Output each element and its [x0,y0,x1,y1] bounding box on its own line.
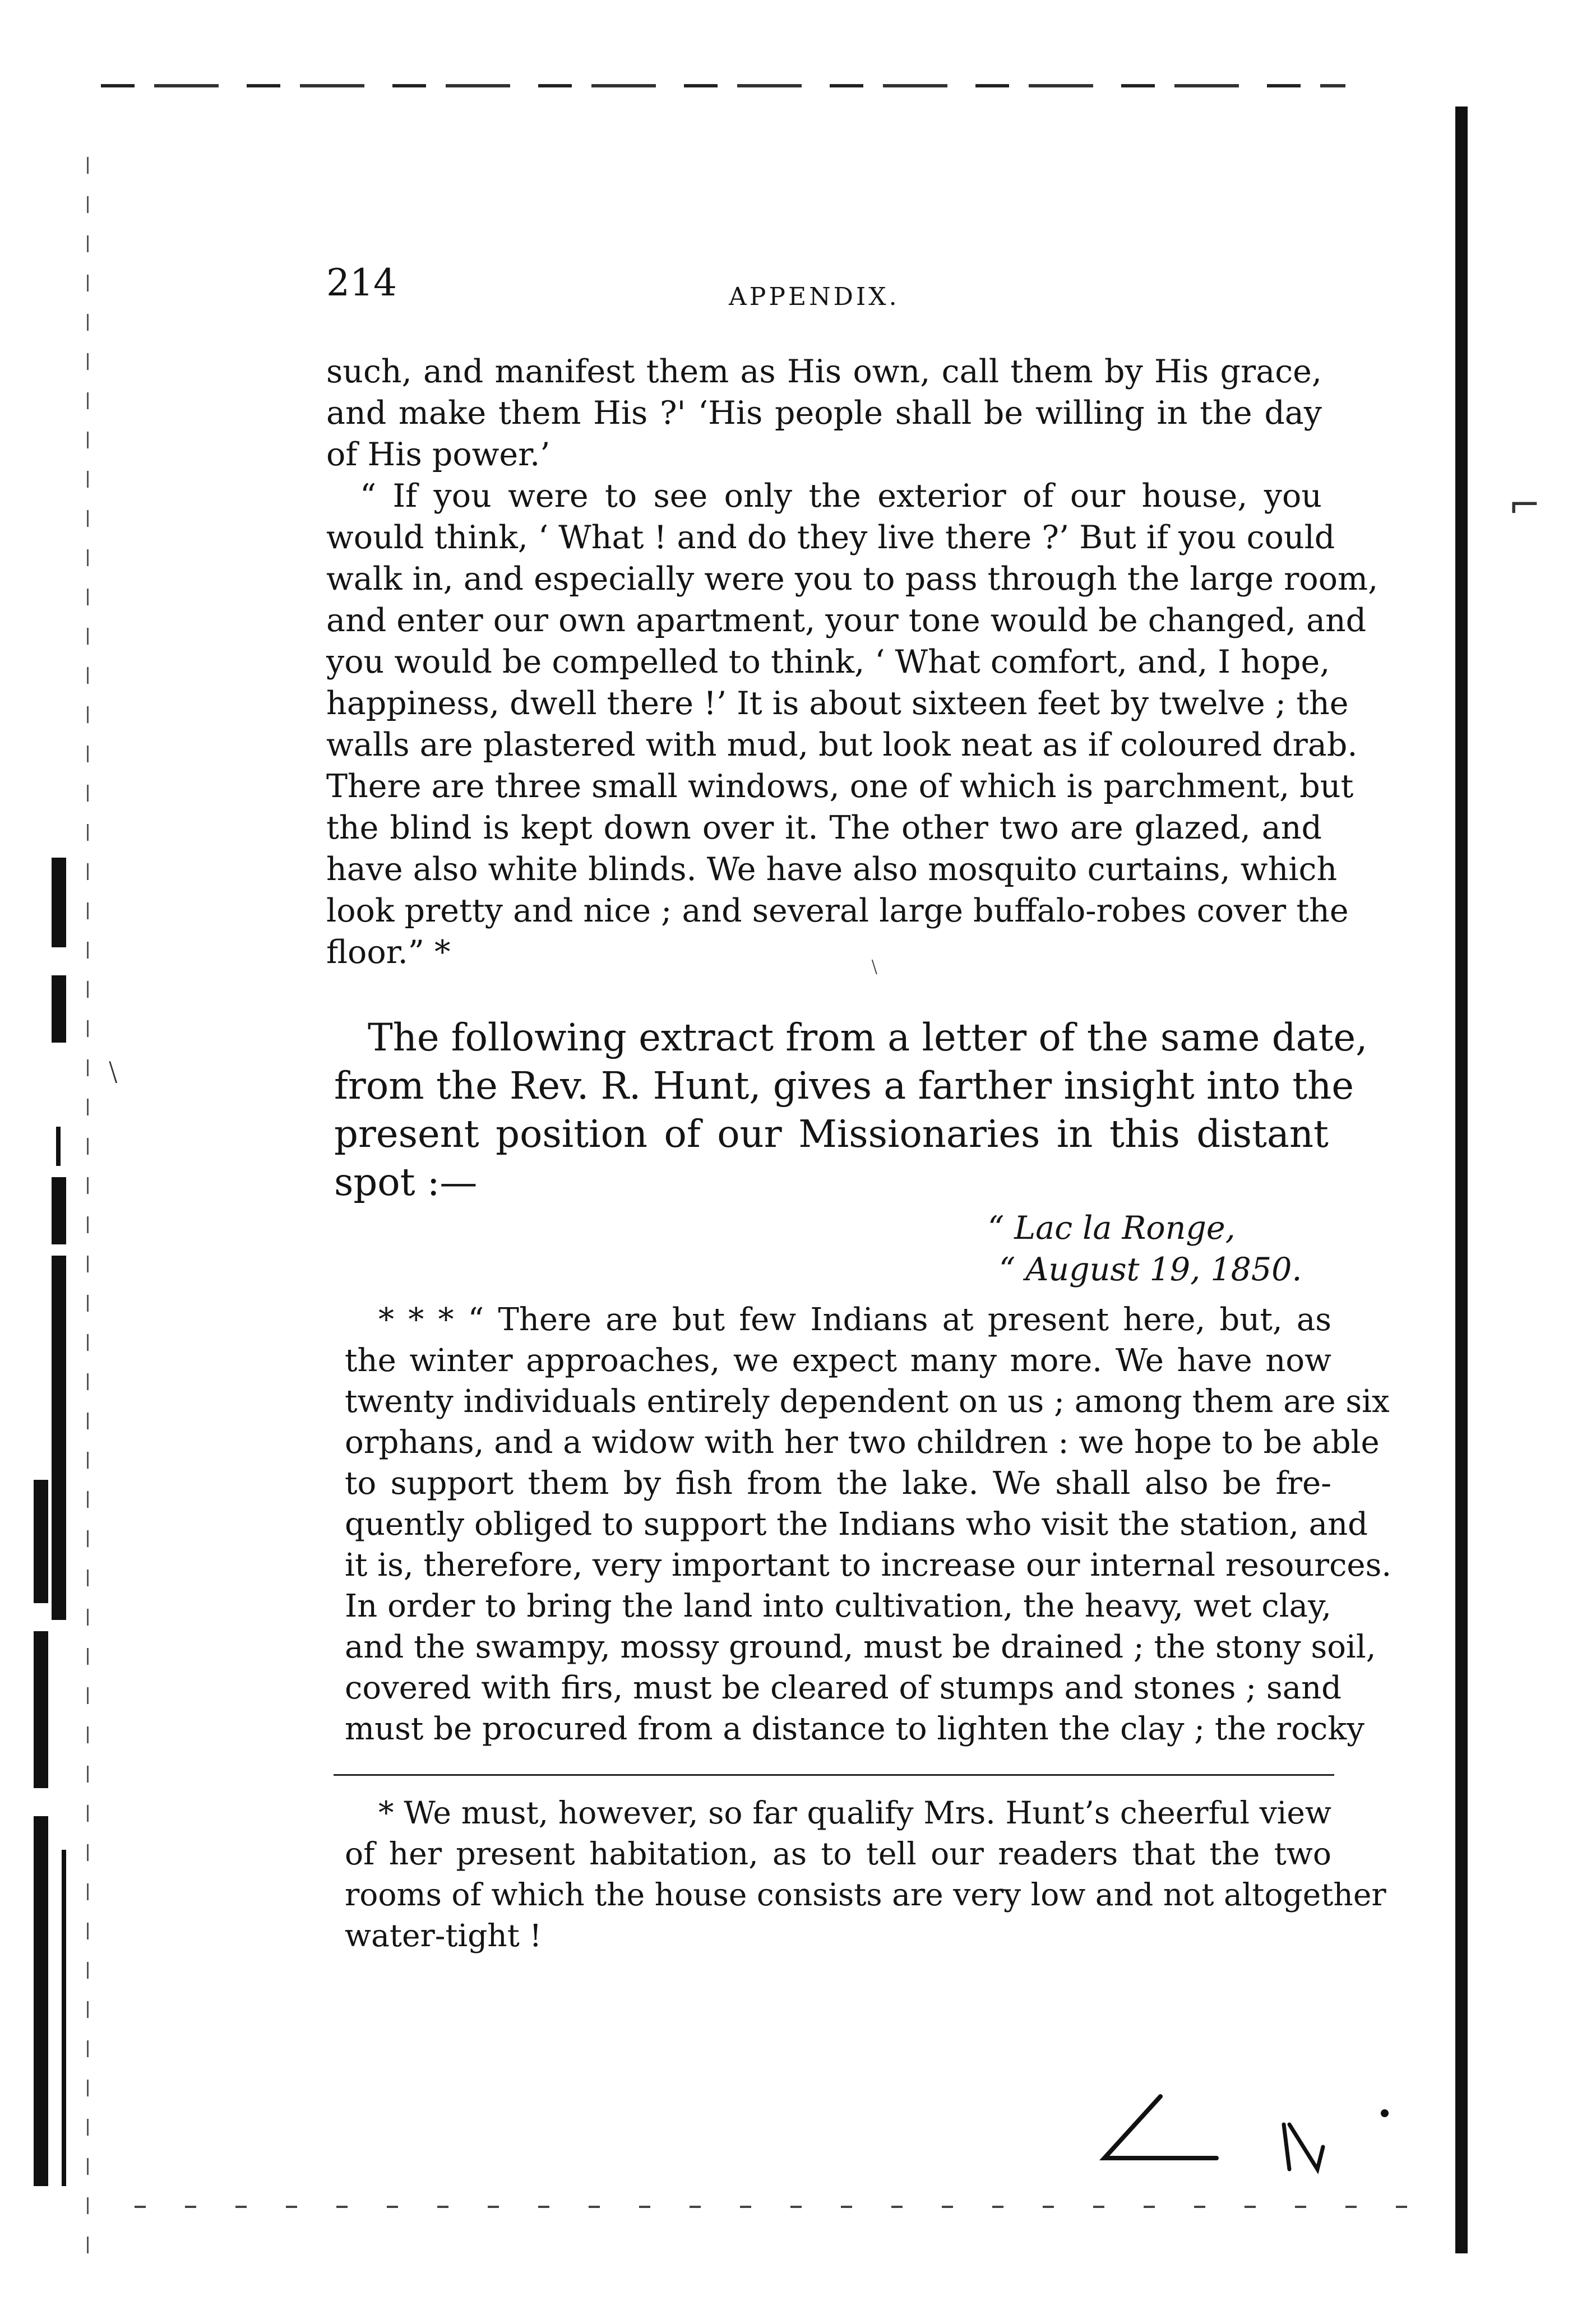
footnote-rule [334,1774,1334,1776]
text-line: present position of our Missionaries in this distant [334,1112,1329,1156]
text-line: look pretty and nice ; and several large buffalo-robes cover the [326,892,1349,929]
running-head: APPENDIX. [729,283,900,311]
scan-left-hairline [87,157,89,2259]
dateline-place: “ Lac la Ronge, [988,1210,1236,1247]
scan-margin-mark: ﹨ [96,1050,130,1089]
scan-left-mark [52,1256,66,1620]
text-line: the blind is kept down over it. The other two are glazed, and [326,809,1322,846]
text-line: quently obliged to support the Indians who visit the station, and [345,1506,1368,1543]
scan-left-mark [52,858,66,947]
text-line: the winter approaches, we expect many more. We have now [345,1342,1331,1379]
text-line: walk in, and especially were you to pass through the large room, [326,561,1379,598]
text-line: and make them His ?' ‘His people shall be willing in the day [326,395,1322,432]
text-line: orphans, and a widow with her two children : we hope to be able [345,1424,1380,1461]
scan-left-mark [34,1480,48,1603]
text-line: rooms of which the house consists are very low and not altogether [345,1877,1386,1913]
text-line: from the Rev. R. Hunt, gives a farther insight into the [334,1064,1354,1108]
text-line: The following extract from a letter of the same date, [368,1016,1368,1059]
scan-left-mark [56,1127,61,1166]
text-line: it is, therefore, very important to increase our internal resources. [345,1547,1392,1584]
text-line: have also white blinds. We have also mosquito curtains, which [326,851,1338,888]
text-line: * * * “ There are but few Indians at present here, but, as [378,1302,1331,1338]
text-line: such, and manifest them as His own, call them by His grace, [326,353,1322,390]
text-line: of His power.’ [326,436,551,473]
page-number: 214 [326,261,397,304]
text-line: In order to bring the land into cultivation, the heavy, wet clay, [345,1588,1331,1624]
text-line: you would be compelled to think, ‘ What comfort, and, I hope, [326,644,1330,680]
text-line: “ If you were to see only the exterior of our house, you [360,478,1322,515]
text-line: walls are plastered with mud, but look neat as if coloured drab. [326,726,1358,763]
text-line: floor.” * [326,934,451,971]
scan-left-mark [52,1177,66,1244]
handwritten-scribble [1093,2085,1396,2175]
scan-top-edge [101,84,1345,87]
scan-left-mark [34,1631,48,1788]
text-line: There are three small windows, one of which is parchment, but [326,768,1354,805]
paragraph-continuation [326,351,1322,475]
text-line: spot :— [334,1160,478,1204]
text-line: water-tight ! [345,1918,542,1953]
footnote [345,1793,1386,1956]
text-line: to support them by fish from the lake. We shall also be fre- [345,1465,1331,1502]
scan-left-mark [62,1850,66,2186]
scan-left-mark [34,1816,48,2186]
text-line: of her present habitation, as to tell our readers that the two [345,1836,1331,1872]
text-line: happiness, dwell there !’ It is about sixteen feet by twelve ; the [326,685,1349,722]
text-line: must be procured from a distance to lighten the clay ; the rocky [345,1711,1364,1747]
paragraph-introduction [334,1013,1368,1206]
text-line: and the swampy, mossy ground, must be drained ; the stony soil, [345,1629,1376,1665]
scan-bottom-edge [135,2206,1424,2208]
scan-right-margin-bar [1455,107,1468,2253]
text-line: * We must, however, so far qualify Mrs. Hunt’s cheerful view [378,1795,1331,1831]
text-line: covered with firs, must be cleared of stumps and stones ; sand [345,1670,1342,1706]
scan-left-mark [52,975,66,1043]
text-line: would think, ‘ What ! and do they live there ?’ But if you could [326,519,1335,556]
text-line: twenty individuals entirely dependent on us ; among them are six [345,1383,1390,1420]
text-line: and enter our own apartment, your tone would be changed, and [326,602,1367,639]
paragraph-letter-extract [345,1299,1392,1749]
dateline-date: “ August 19, 1850. [999,1251,1302,1288]
scan-margin-mark: ⌐ [1508,482,1541,528]
scan-speck: ﹨ [863,952,886,978]
paragraph-letter-quote [326,475,1379,973]
